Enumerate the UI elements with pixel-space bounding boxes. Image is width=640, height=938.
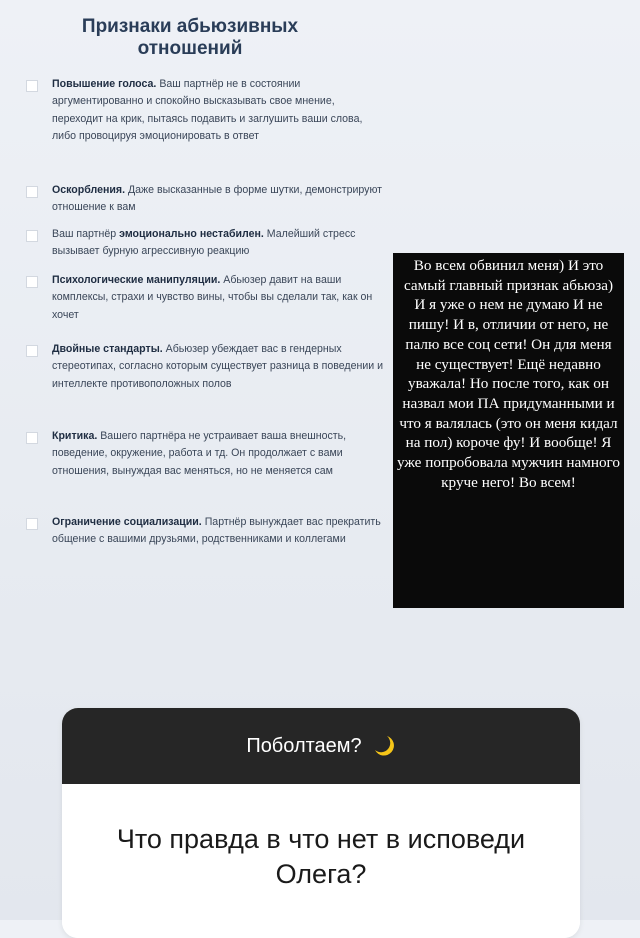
item-heading: Двойные стандарты.	[52, 343, 163, 355]
item-text	[52, 274, 372, 321]
checkbox[interactable]	[26, 80, 38, 92]
checklist-item	[26, 76, 386, 146]
question-prompt-label: Поболтаем?	[246, 734, 362, 757]
item-description: Абьюзер убеждает вас в гендерных стереотипах, согласно которым существует разница в поведении и интеллекте противоположных полов	[52, 343, 384, 390]
question-sticker-header	[62, 708, 580, 784]
checkbox[interactable]	[26, 432, 38, 444]
crescent-moon-icon	[370, 733, 396, 759]
item-heading: Ограничение социализации.	[52, 516, 202, 528]
item-text	[52, 516, 381, 545]
item-heading: Критика.	[52, 430, 98, 442]
item-text	[52, 343, 383, 390]
checklist-item	[26, 341, 386, 393]
item-description: Партнёр вынуждает вас прекратить общение с вашими друзьями, родственниками и коллегами	[52, 516, 381, 546]
checklist-item	[26, 428, 386, 480]
checklist-item	[26, 514, 386, 549]
item-description: Вашего партнёра не устраивает ваша внешность, поведение, окружение, работа и тд. Он продолжает с вами отношения, вынуждая вас меняться, но не меняется сам	[52, 430, 347, 477]
item-prefix: Ваш партнёр	[52, 228, 120, 240]
item-heading: Оскорбления.	[52, 184, 126, 196]
item-text	[52, 228, 355, 257]
item-description: Даже высказанные в форме шутки, демонстрируют отношение к вам	[52, 184, 383, 214]
item-heading: эмоционально нестабилен.	[119, 228, 264, 240]
checklist-item	[26, 182, 386, 217]
item-text	[52, 184, 382, 213]
item-description: Малейший стресс вызывает бурную агрессивную реакцию	[52, 228, 356, 258]
article-title: Признаки абьюзивных отношений	[81, 16, 299, 59]
item-heading: Повышение голоса.	[52, 78, 157, 90]
question-sticker-answer-area	[62, 784, 580, 938]
story-text-overlay[interactable]: Во всем обвинил меня) И это самый главный признак абьюза) И я уже о нем не думаю И не пишу! И в, отличии от него, не палю все соц сети! Он для меня не существует! Ещё недавно уважала! Но после того, как он назвал мои ПА придуманными и что я валялась (это он меня кидал на пол) короче фу! И вообще! Я уже попробовала мужчин намного круче него! Во всем!	[393, 253, 624, 608]
question-answer-text: Что правда в что нет в исповеди Олега?	[116, 824, 526, 889]
checkbox[interactable]	[26, 518, 38, 530]
checkbox[interactable]	[26, 276, 38, 288]
checkbox[interactable]	[26, 345, 38, 357]
item-text	[52, 78, 362, 142]
question-prompt	[246, 733, 395, 759]
checkbox[interactable]	[26, 230, 38, 242]
item-description: Абьюзер давит на ваши комплексы, страхи и чувство вины, чтобы вы сделали так, как он хочет	[52, 274, 373, 321]
item-text	[52, 430, 346, 477]
item-description: Ваш партнёр не в состоянии аргументированно и спокойно высказывать свое мнение, переходит на крик, пытаясь подавить и заглушить ваши слова, либо провоцируя эмоционировать в ответ	[52, 78, 363, 143]
question-sticker[interactable]	[62, 708, 580, 938]
item-heading: Психологические манипуляции.	[52, 274, 221, 286]
checklist-item	[26, 272, 386, 324]
checklist-item	[26, 226, 386, 261]
checkbox[interactable]	[26, 186, 38, 198]
